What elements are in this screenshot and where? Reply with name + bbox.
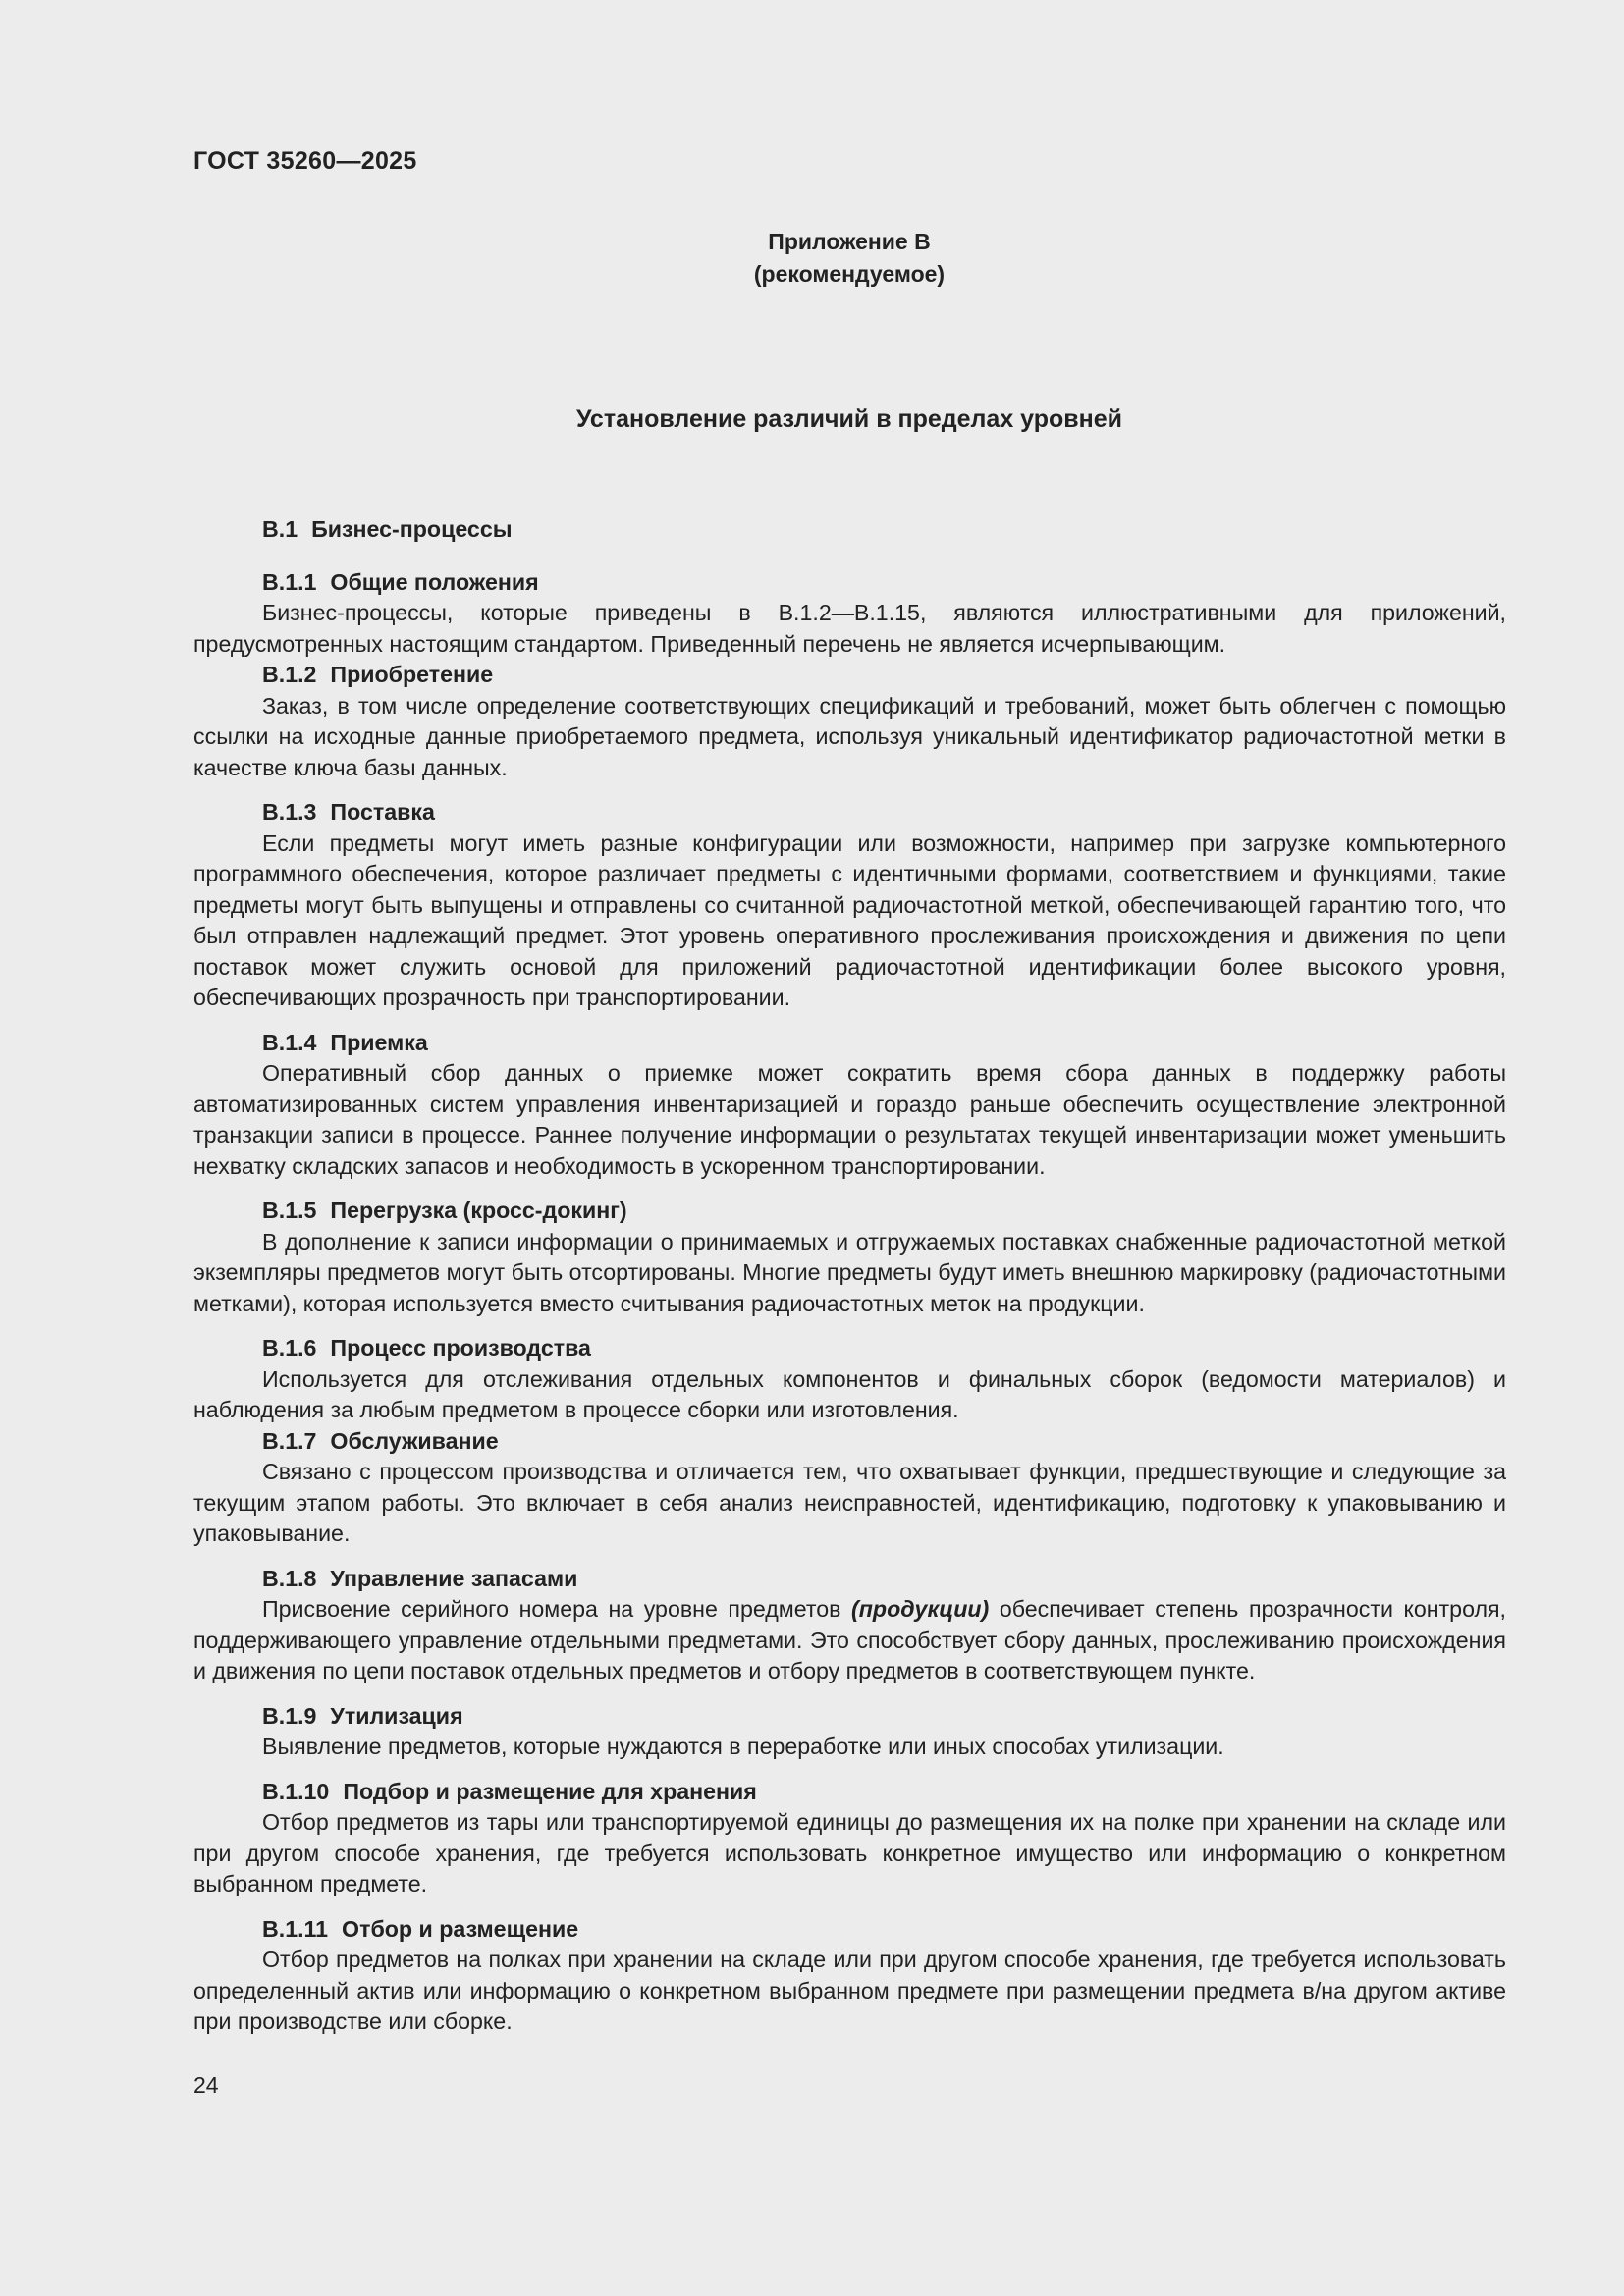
subsection-title: Приобретение	[330, 662, 494, 687]
subsection-text	[193, 1594, 1506, 1687]
text-segment: Присвоение серийного номера на уровне предметов	[262, 1596, 852, 1622]
subsection-title: Общие положения	[330, 568, 539, 595]
subsection-heading	[193, 567, 1506, 599]
subsection-title: Приемка	[330, 1029, 428, 1055]
subsection-heading	[193, 1777, 1506, 1808]
subsection-title: Подбор и размещение для хранения	[343, 1778, 757, 1804]
subsection-number: В.1.5	[262, 1198, 317, 1223]
subsection-number: В.1.6	[262, 1335, 317, 1361]
subsection-number: В.1.7	[262, 1427, 317, 1454]
subsection-heading	[193, 1426, 1506, 1458]
subsection-text: Бизнес-процессы, которые приведены в В.1.2—В.1.15, являются иллюстративными для приложений, предусмотренных настоящим стандартом. Приведенный перечень не является исчерпывающим.	[193, 600, 1506, 657]
subsection-text: Заказ, в том числе определение соответствующих спецификаций и требований, может быть облегчен с помощью ссылки на исходные данные приобретаемого предмета, используя уникальный идентификатор радиочастотной метки в качестве ключа базы данных.	[193, 692, 1506, 780]
subsection-title: Процесс производства	[330, 1335, 591, 1361]
subsection-number: В.1.3	[262, 799, 317, 825]
annex-title: Установление различий в пределах уровней	[575, 405, 1123, 433]
section-heading	[193, 514, 1506, 546]
subsection-heading	[193, 1196, 1506, 1227]
subsection-text: Если предметы могут иметь разные конфигурации или возможности, например при загрузке компьютерного программного обеспечения, которое различает предметы с идентичными формами, соответствием и функциями, такие предметы могут быть выпущены и отправлены со считанной радиочастотной меткой, обеспечивающей гарантию того, что был отправлен надлежащий предмет. Этот уровень оперативного прослеживания происхождения и движения по цепи поставок может служить основой для приложений радиочастотной идентификации более высокого уровня, обеспечивающих прозрачность при транспортировании.	[193, 829, 1506, 1010]
subsection-heading	[193, 1564, 1506, 1595]
subsection-number: В.1.9	[262, 1702, 317, 1729]
subsection-title: Отбор и размещение	[342, 1915, 579, 1942]
subsection-heading	[193, 1701, 1506, 1733]
subsection-number: В.1.1	[262, 568, 317, 595]
annex-label: Приложение В	[768, 229, 931, 254]
annex-status: (рекомендуемое)	[753, 261, 946, 287]
subsection-text: Оперативный сбор данных о приемке может сократить время сбора данных в поддержку работы автоматизированных систем управления инвентаризацией и гораздо раньше обеспечить осуществление электронной транзакции записи в процессе. Раннее получение информации о результатах текущей инвентаризации может уменьшить нехватку складских запасов и необходимость в ускоренном транспортировании.	[193, 1060, 1506, 1179]
subsection-title: Утилизация	[330, 1702, 463, 1729]
subsection-number: В.1.2	[262, 662, 317, 687]
subsection-title: Поставка	[330, 799, 435, 825]
subsection-text: Отбор предметов на полках при хранении на складе или при другом способе хранения, где требуется использовать определенный актив или информацию о конкретном выбранном предмете при размещении предмета в/на другом активе при производстве или сборке.	[193, 1947, 1506, 2034]
subsection-title: Обслуживание	[330, 1427, 499, 1454]
subsection-heading	[193, 1028, 1506, 1059]
subsection-text: Используется для отслеживания отдельных компонентов и финальных сборок (ведомости материалов) и наблюдения за любым предметом в процессе сборки или изготовления.	[193, 1365, 1506, 1422]
subsection-title: Управление запасами	[330, 1565, 578, 1591]
subsection-text: В дополнение к записи информации о принимаемых и отгружаемых поставках снабженные радиочастотной меткой экземпляры предметов могут быть отсортированы. Многие предметы будут иметь внешнюю маркировку (радиочастотными метками), которая используется вместо считывания радиочастотных меток на продукции.	[193, 1228, 1506, 1316]
text-segment: обеспечивает степень прозрачности контроля, поддерживающего управление отдельными предметами. Это способствует сбору данных, прослеживанию происхождения и движения по цепи поставок отдельных предметов и отбору предметов в соответствующем пункте.	[193, 1596, 1506, 1683]
subsection-text: Связано с процессом производства и отличается тем, что охватывает функции, предшествующие и следующие за текущим этапом работы. Это включает в себя анализ неисправностей, идентификацию, подготовку к упаковыванию и упаковывание.	[193, 1459, 1506, 1546]
document-body	[193, 514, 1506, 2038]
emphasized-text: (продукции)	[851, 1596, 990, 1622]
subsection-number: В.1.10	[262, 1778, 330, 1804]
subsection-heading	[193, 1333, 1506, 1364]
section-title: Бизнес-процессы	[311, 516, 513, 542]
subsection-heading	[193, 1914, 1506, 1946]
subsection-title: Перегрузка (кросс-докинг)	[330, 1198, 627, 1223]
page-number: 24	[193, 2072, 219, 2098]
section-number: В.1	[262, 516, 298, 542]
subsection-number: В.1.11	[262, 1915, 329, 1942]
subsection-heading	[193, 797, 1506, 828]
subsection-text: Выявление предметов, которые нуждаются в переработке или иных способах утилизации.	[262, 1734, 1224, 1759]
subsection-heading	[193, 660, 1506, 691]
document-code-header: ГОСТ 35260—2025	[193, 147, 417, 175]
subsection-text: Отбор предметов из тары или транспортируемой единицы до размещения их на полке при хранении на складе или при другом способе хранения, где требуется использовать конкретное имущество или информацию о конкретном выбранном предмете.	[193, 1809, 1506, 1896]
subsection-number: В.1.4	[262, 1029, 317, 1055]
subsection-number: В.1.8	[262, 1565, 317, 1591]
